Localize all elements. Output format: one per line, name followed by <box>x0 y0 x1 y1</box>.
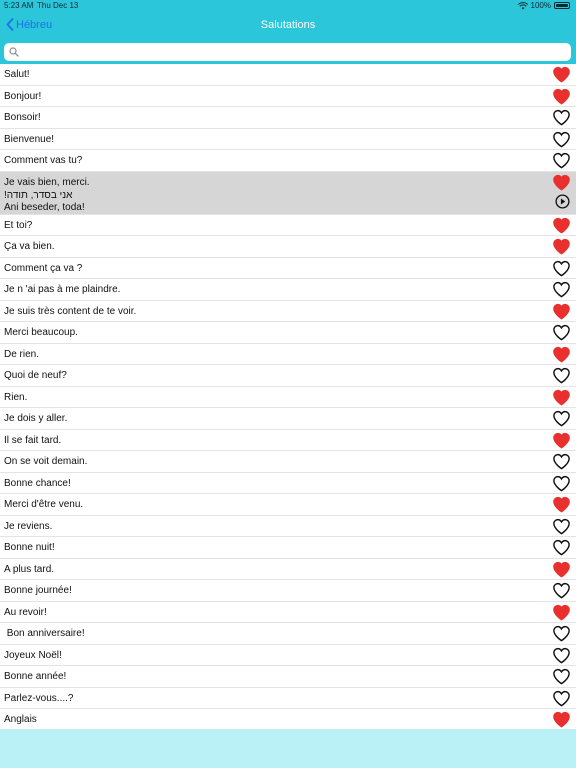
list-item[interactable] <box>0 236 576 258</box>
phrase-label: De rien. <box>4 348 40 360</box>
list-item[interactable] <box>0 580 576 602</box>
list-item[interactable] <box>0 645 576 667</box>
search-field[interactable] <box>4 43 571 61</box>
phrase-label: Je reviens. <box>4 520 53 532</box>
phrase-label: Bonjour! <box>4 90 42 102</box>
page-title: Salutations <box>260 19 316 31</box>
status-date: Thu Dec 13 <box>37 1 79 10</box>
battery-icon <box>554 2 570 9</box>
phrase-label: Je n 'ai pas à me plaindre. <box>4 284 121 295</box>
search-bar <box>0 40 576 64</box>
phrase-label: Parlez-vous....? <box>4 692 74 704</box>
hebrew-translation: אני בסדר, תודה! <box>4 189 73 201</box>
list-item[interactable] <box>0 172 576 215</box>
list-item[interactable] <box>0 107 576 129</box>
phrase-label: Bon anniversaire! <box>4 628 85 639</box>
list-item[interactable] <box>0 150 576 172</box>
list-item[interactable] <box>0 559 576 581</box>
list-item[interactable] <box>0 387 576 409</box>
battery-percent: 100% <box>530 1 551 10</box>
phrase-label: Bonsoir! <box>4 112 41 123</box>
phrase-label: Il se fait tard. <box>4 434 62 446</box>
phrase-label: Bonne nuit! <box>4 542 55 553</box>
list-item[interactable] <box>0 301 576 323</box>
status-right <box>518 1 570 10</box>
list-item[interactable] <box>0 64 576 86</box>
transliteration: Ani beseder, toda! <box>4 201 85 213</box>
phrase-label: Au revoir! <box>4 606 47 618</box>
list-item[interactable] <box>0 602 576 624</box>
list-item[interactable] <box>0 322 576 344</box>
wifi-icon <box>518 2 528 10</box>
list-item[interactable] <box>0 688 576 710</box>
list-item[interactable] <box>0 537 576 559</box>
phrase-label: Et toi? <box>4 219 33 231</box>
search-icon <box>9 47 19 57</box>
play-audio-icon[interactable] <box>555 194 570 214</box>
phrase-label: Rien. <box>4 391 28 403</box>
list-item[interactable] <box>0 666 576 688</box>
phrase-label: Joyeux Noël! <box>4 649 62 661</box>
list-item[interactable] <box>0 258 576 280</box>
heart-filled-icon[interactable] <box>552 174 571 196</box>
status-bar <box>0 0 576 12</box>
phrase-label: Bonne chance! <box>4 477 71 489</box>
list-item[interactable] <box>0 408 576 430</box>
list-item[interactable] <box>0 623 576 645</box>
list-item[interactable] <box>0 215 576 237</box>
list-item[interactable] <box>0 451 576 473</box>
phrase-label: Anglais <box>4 714 37 725</box>
phrase-label: Quoi de neuf? <box>4 370 67 381</box>
phrase-label: Merci beaucoup. <box>4 327 78 338</box>
phrase-label: Bonne année! <box>4 671 67 682</box>
nav-bar <box>0 12 576 40</box>
list-item[interactable] <box>0 279 576 301</box>
status-time: 5:23 AM <box>4 1 34 10</box>
phrase-label: Merci d'être venu. <box>4 499 84 510</box>
phrase-label: Comment ça va ? <box>4 262 83 274</box>
phrase-label: Je vais bien, merci. <box>4 176 90 188</box>
search-input[interactable] <box>22 44 566 62</box>
list-item[interactable] <box>0 709 576 731</box>
phrase-label: Bienvenue! <box>4 133 55 145</box>
list-item[interactable] <box>0 129 576 151</box>
list-item[interactable] <box>0 430 576 452</box>
list-item[interactable] <box>0 344 576 366</box>
phrase-label: Je suis très content de te voir. <box>4 305 137 317</box>
list-item[interactable] <box>0 365 576 387</box>
list-item[interactable] <box>0 86 576 108</box>
phrase-label: A plus tard. <box>4 563 55 575</box>
phrase-label: On se voit demain. <box>4 456 88 467</box>
list-item[interactable] <box>0 494 576 516</box>
back-label: Hébreu <box>16 18 53 31</box>
phrase-label: Bonne journée! <box>4 585 72 596</box>
phrase-label: Ça va bien. <box>4 241 55 252</box>
phrase-label: Salut! <box>4 69 30 80</box>
phrase-list <box>0 64 576 729</box>
list-item[interactable] <box>0 516 576 538</box>
phrase-label: Comment vas tu? <box>4 155 83 166</box>
footer-bar <box>0 729 576 768</box>
phrase-label: Je dois y aller. <box>4 413 68 424</box>
list-item[interactable] <box>0 473 576 495</box>
